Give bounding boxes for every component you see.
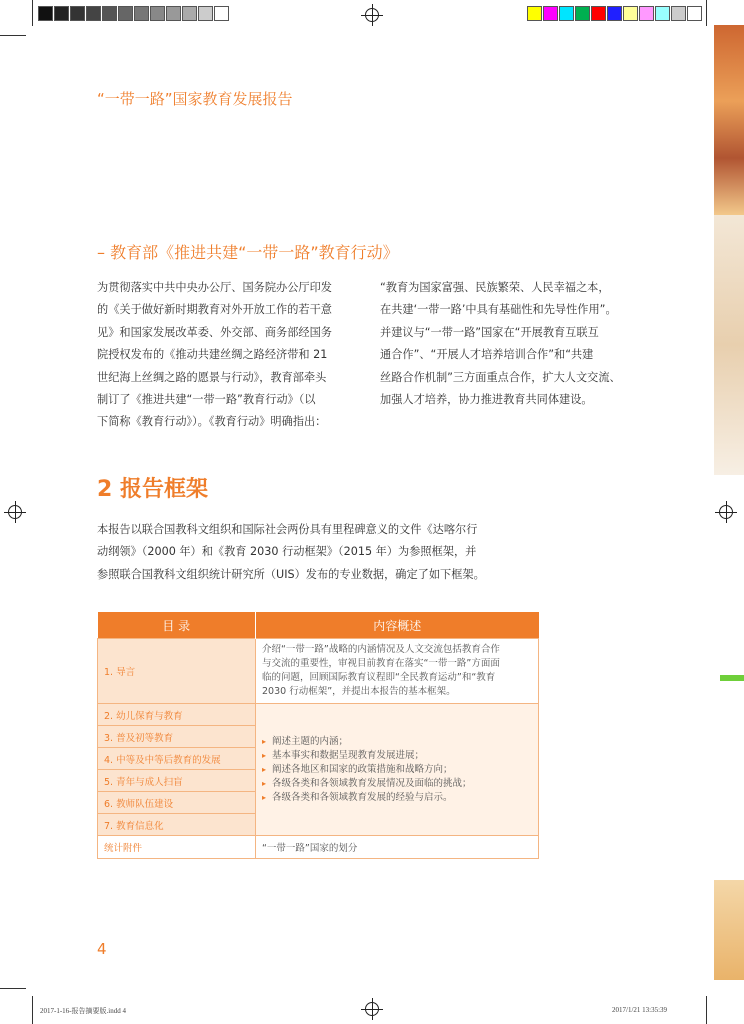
edge-photo-strip bbox=[714, 25, 744, 215]
crop-mark bbox=[706, 0, 707, 26]
color-bar bbox=[527, 6, 703, 21]
text-line: 在共建‘一带一路’中具有基础性和先导性作用”。 bbox=[380, 303, 617, 317]
table-row bbox=[98, 639, 539, 704]
running-header-title: “一带一路”国家教育发展报告 bbox=[97, 90, 293, 108]
table-header-row bbox=[98, 612, 539, 639]
edge-photo-strip bbox=[714, 880, 744, 980]
chapter-cell: 1. 导言 bbox=[98, 639, 256, 704]
table-row bbox=[98, 704, 539, 726]
summary-cell bbox=[256, 639, 539, 704]
summary-cell-merged bbox=[256, 704, 539, 836]
table-row bbox=[98, 836, 539, 859]
registration-mark-right bbox=[719, 505, 733, 519]
bullet-text: 各级各类和各领域教育发展的经验与启示。 bbox=[272, 791, 453, 803]
triangle-bullet-icon: ▸ bbox=[262, 736, 267, 746]
column-header-contents: 目 录 bbox=[98, 612, 256, 639]
chapter-cell: 6. 教师队伍建设 bbox=[98, 792, 256, 814]
bullet-item bbox=[262, 735, 532, 749]
text-line: 并建议与“一带一路”国家在“开展教育互联互 bbox=[380, 325, 599, 339]
text-line: 的《关于做好新时期教育对外开放工作的若干意 bbox=[97, 303, 332, 317]
text-line: 世纪海上丝绸之路的愿景与行动》，教育部牵头 bbox=[97, 370, 327, 384]
right-column-paragraph bbox=[380, 277, 660, 411]
bullet-text: 各级各类和各领域教育发展情况及面临的挑战； bbox=[272, 777, 472, 789]
text-line: 制订了《推进共建“一带一路”教育行动》（以 bbox=[97, 393, 316, 407]
crop-mark bbox=[0, 988, 26, 989]
edge-color-tab bbox=[720, 675, 744, 681]
registration-mark-top bbox=[365, 8, 379, 22]
print-slug-timestamp: 2017/1/21 13:35:39 bbox=[612, 1006, 668, 1014]
print-slug-file: 2017-1-16-报告摘要版.indd 4 bbox=[40, 1007, 126, 1015]
crop-mark bbox=[32, 996, 33, 1024]
summary-line: 介绍“一带一路”战略的内涵情况及人文交流包括教育合作 bbox=[262, 644, 500, 655]
crop-mark bbox=[0, 35, 26, 36]
registration-mark-left bbox=[8, 505, 22, 519]
chapter-cell: 2. 幼儿保育与教育 bbox=[98, 704, 256, 726]
registration-mark-bottom bbox=[365, 1002, 379, 1016]
summary-line: 2030 行动框架”，并提出本报告的基本框架。 bbox=[262, 686, 456, 697]
text-line: 院授权发布的《推动共建丝绸之路经济带和 21 bbox=[97, 348, 328, 362]
bullet-item bbox=[262, 763, 532, 777]
bullet-item bbox=[262, 749, 532, 763]
text-line: 参照联合国教科文组织统计研究所（UIS）发布的专业数据，确定了如下框架。 bbox=[97, 567, 485, 581]
triangle-bullet-icon: ▸ bbox=[262, 764, 267, 774]
chapter-cell: 3. 普及初等教育 bbox=[98, 726, 256, 748]
summary-line: 与交流的重要性，审视目前教育在落实“一带一路”方面面 bbox=[262, 658, 500, 669]
triangle-bullet-icon: ▸ bbox=[262, 778, 267, 788]
summary-line: 临的问题，回顾国际教育议程即“全民教育运动”和“教育 bbox=[262, 672, 496, 683]
chapter-cell: 4. 中等及中等后教育的发展 bbox=[98, 748, 256, 770]
section-heading: 2 报告框架 bbox=[97, 477, 208, 502]
bullet-text: 阐述主题的内涵； bbox=[272, 735, 349, 747]
text-line: 下简称《教育行动》）。《教育行动》明确指出： bbox=[97, 415, 327, 429]
text-line: 丝路合作机制”三方面重点合作，扩大人文交流、 bbox=[380, 370, 621, 384]
text-line: 为贯彻落实中共中央办公厅、国务院办公厅印发 bbox=[97, 281, 332, 294]
chapter-cell: 7. 教育信息化 bbox=[98, 814, 256, 836]
appendix-summary-cell: “一带一路”国家的划分 bbox=[256, 836, 539, 859]
text-line: 通合作”、“开展人才培养培训合作”和“共建 bbox=[380, 348, 594, 362]
edge-photo-strip bbox=[714, 215, 744, 475]
text-line: “教育为国家富强、民族繁荣、人民幸福之本， bbox=[380, 281, 610, 294]
subsection-heading: – 教育部《推进共建“一带一路”教育行动》 bbox=[97, 243, 399, 262]
text-line: 动纲领》（2000 年）和《教育 2030 行动框架》（2015 年）为参照框架，并 bbox=[97, 545, 477, 559]
bullet-item bbox=[262, 791, 532, 805]
crop-mark bbox=[706, 996, 707, 1024]
report-framework-table bbox=[97, 612, 539, 859]
triangle-bullet-icon: ▸ bbox=[262, 792, 267, 802]
crop-mark bbox=[32, 0, 33, 26]
grayscale-bar bbox=[38, 6, 230, 21]
text-line: 见》和国家发展改革委、外交部、商务部经国务 bbox=[97, 325, 332, 339]
page-number: 4 bbox=[97, 940, 107, 958]
bullet-text: 基本事实和数据呈现教育发展进展； bbox=[272, 749, 425, 761]
text-line: 加强人才培养，协力推进教育共同体建设。 bbox=[380, 393, 593, 407]
text-line: 本报告以联合国教科文组织和国际社会两份具有里程碑意义的文件《达喀尔行 bbox=[97, 523, 478, 536]
triangle-bullet-icon: ▸ bbox=[262, 750, 267, 760]
intro-paragraph bbox=[97, 519, 549, 586]
appendix-cell: 统计附件 bbox=[98, 836, 256, 859]
left-column-paragraph bbox=[97, 277, 370, 434]
bullet-text: 阐述各地区和国家的政策措施和战略方向； bbox=[272, 763, 453, 775]
chapter-cell: 5. 青年与成人扫盲 bbox=[98, 770, 256, 792]
column-header-summary: 内容概述 bbox=[256, 612, 539, 639]
bullet-item bbox=[262, 777, 532, 791]
